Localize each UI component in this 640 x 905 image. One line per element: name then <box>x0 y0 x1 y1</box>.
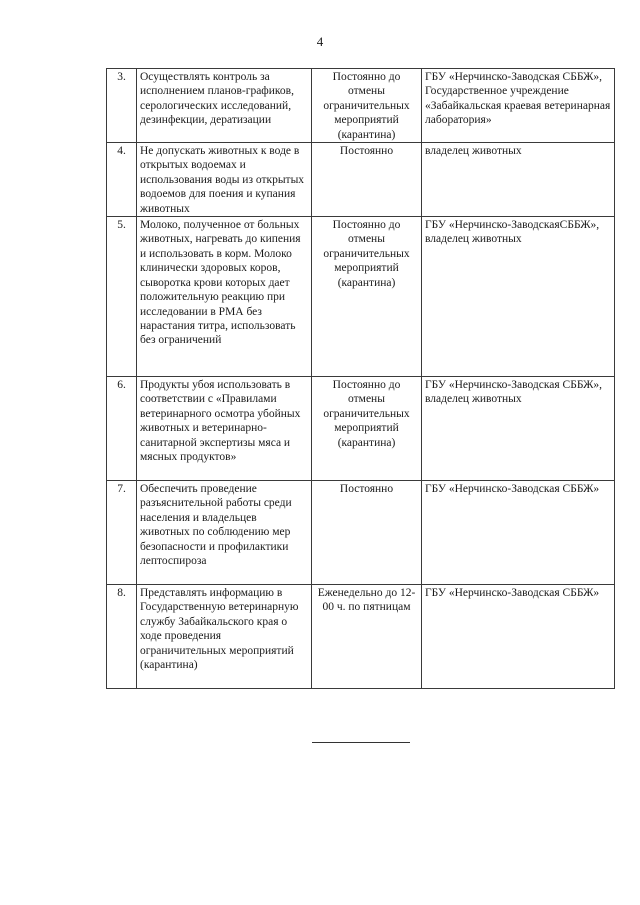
row-number: 4. <box>107 143 137 217</box>
table-row <box>107 585 615 689</box>
responsible-text: ГБУ «Нерчинско-Заводская СББЖ» <box>422 481 615 585</box>
measure-text: Обеспечить проведение разъяснительной работы среди населения и владельцев животных по соблюдению мер безопасности и профилактики лептоспироза <box>137 481 312 585</box>
responsible-text: владелец животных <box>422 143 615 217</box>
term-text: Постоянно до отмены ограничительных мероприятий (карантина) <box>312 69 422 143</box>
row-number: 6. <box>107 377 137 481</box>
term-text: Еженедельно до 12-00 ч. по пятницам <box>312 585 422 689</box>
responsible-text: ГБУ «Нерчинско-Заводская СББЖ», Государственное учреждение «Забайкальская краевая ветеринарная лаборатория» <box>422 69 615 143</box>
row-number: 7. <box>107 481 137 585</box>
table-row <box>107 217 615 377</box>
term-text: Постоянно <box>312 143 422 217</box>
row-number: 3. <box>107 69 137 143</box>
table-row <box>107 143 615 217</box>
end-divider-line <box>312 742 410 743</box>
measures-table <box>106 68 615 689</box>
measure-text: Осуществлять контроль за исполнением планов-графиков, серологических исследований, дезинфекции, дератизации <box>137 69 312 143</box>
page-number: 4 <box>316 34 324 49</box>
row-number: 8. <box>107 585 137 689</box>
responsible-text: ГБУ «Нерчинско-Заводская СББЖ» <box>422 585 615 689</box>
term-text: Постоянно до отмены ограничительных мероприятий (карантина) <box>312 217 422 377</box>
table-row <box>107 377 615 481</box>
table-row <box>107 69 615 143</box>
measure-text: Продукты убоя использовать в соответствии с «Правилами ветеринарного осмотра убойных животных и ветеринарно-санитарной экспертизы мяса и мясных продуктов» <box>137 377 312 481</box>
measure-text: Молоко, полученное от больных животных, нагревать до кипения и использовать в корм. Молоко клинически здоровых коров, сыворотка крови которых дает положительную реакцию при исследовании в РМА без нарастания титра, использовать без ограничений <box>137 217 312 377</box>
measure-text: Представлять информацию в Государственную ветеринарную службу Забайкальского края о ходе проведения ограничительных мероприятий (карантина) <box>137 585 312 689</box>
term-text: Постоянно <box>312 481 422 585</box>
responsible-text: ГБУ «Нерчинско-Заводская СББЖ», владелец животных <box>422 377 615 481</box>
term-text: Постоянно до отмены ограничительных мероприятий (карантина) <box>312 377 422 481</box>
measure-text: Не допускать животных к воде в открытых водоемах и использования воды из открытых водоемов для поения и купания животных <box>137 143 312 217</box>
table-row <box>107 481 615 585</box>
responsible-text: ГБУ «Нерчинско-ЗаводскаяСББЖ», владелец животных <box>422 217 615 377</box>
row-number: 5. <box>107 217 137 377</box>
